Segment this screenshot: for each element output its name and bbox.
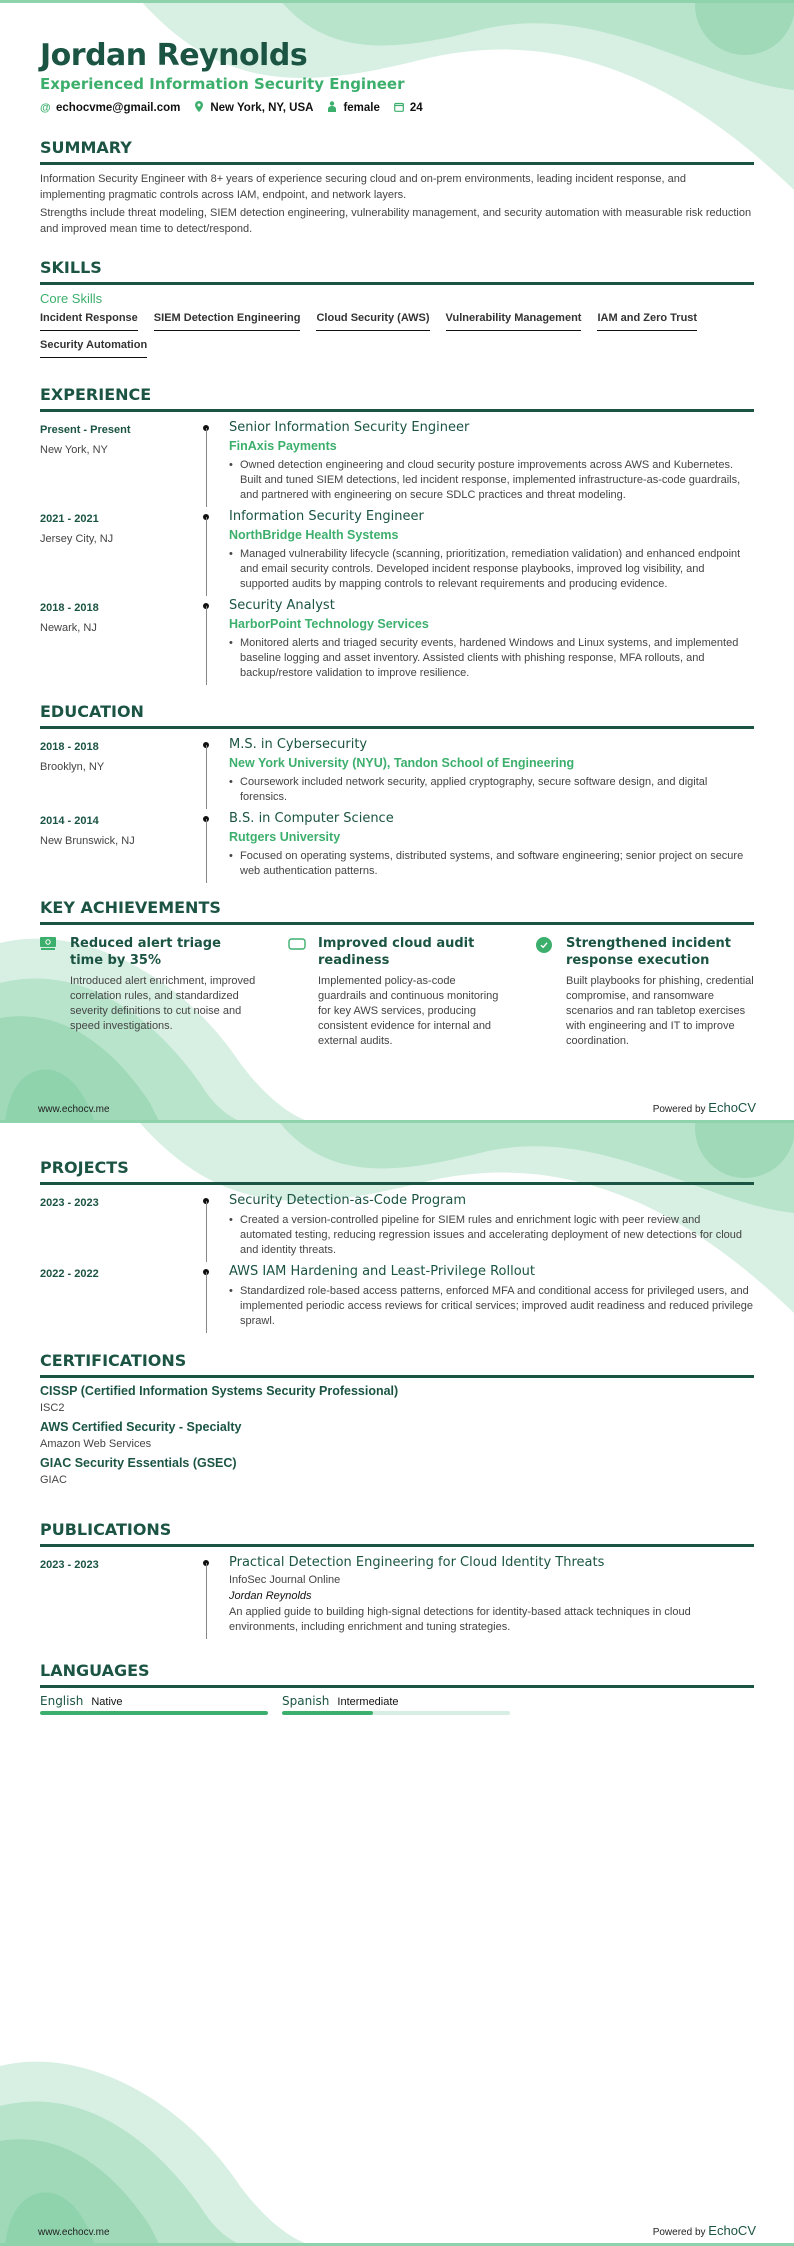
entry-role: Information Security Engineer <box>229 509 424 524</box>
project-name: AWS IAM Hardening and Least-Privilege Rollout <box>229 1264 535 1279</box>
entry-bullet: • Created a version-controlled pipeline for SIEM rules and enrichment logic with peer review and automated testing, reducing regression issues and accelerating deployment of new detections for cloud and identity threats. <box>229 1213 754 1258</box>
experience-entry <box>40 598 754 687</box>
experience-entry <box>40 509 754 598</box>
publications-section <box>40 1520 754 1641</box>
entry-bullet: • Monitored alerts and triaged security events, hardened Windows and Linux systems, and implemented baseline logging and asset inventory. Assisted clients with phishing response, MFA rollouts, and backup/restore validation to improve resilience. <box>229 636 754 681</box>
contact-location: New York, NY, USA <box>194 101 313 115</box>
publication-entry <box>40 1555 754 1641</box>
calendar-icon <box>394 102 404 115</box>
timeline-marker <box>205 737 225 811</box>
entry-location: New York, NY <box>40 444 108 456</box>
location-pin-icon <box>194 101 204 115</box>
achievement-title: Strengthened incident response execution <box>566 936 732 968</box>
timeline-marker <box>205 1193 225 1264</box>
brand-logo: EchoCV <box>708 2223 756 2238</box>
certification-issuer: ISC2 <box>40 1402 65 1414</box>
entry-date: 2022 - 2022 <box>40 1268 99 1280</box>
achievement-title: Improved cloud audit readiness <box>318 936 475 968</box>
page-bottom-border <box>0 1120 794 1123</box>
entry-date: 2018 - 2018 <box>40 602 99 614</box>
entry-company: FinAxis Payments <box>229 439 337 453</box>
education-entry <box>40 811 754 885</box>
timeline-marker <box>205 509 225 598</box>
publication-title: Practical Detection Engineering for Cloud Identity Threats <box>229 1555 605 1570</box>
project-entry <box>40 1264 754 1335</box>
money-icon <box>40 937 58 1049</box>
skills-section <box>40 258 754 358</box>
timeline-marker <box>205 1264 225 1335</box>
certifications-section <box>40 1351 754 1486</box>
skills-group-label: Core Skills <box>40 291 103 306</box>
at-icon: @ <box>40 102 51 114</box>
candidate-name: Jordan Reynolds <box>40 38 308 73</box>
summary-paragraph: Strengths include threat modeling, SIEM detection engineering, vulnerability management, and security automation with measurable risk reduction and improved mean time to detect/respond. <box>40 207 752 235</box>
entry-location: Brooklyn, NY <box>40 761 105 773</box>
entry-role: Senior Information Security Engineer <box>229 420 470 435</box>
publication-author: Jordan Reynolds <box>229 1590 312 1602</box>
language-level: Native <box>91 1696 123 1708</box>
section-title-education: EDUCATION <box>40 702 754 729</box>
contact-gender: female <box>327 101 379 115</box>
entry-date: Present - Present <box>40 424 131 436</box>
resume-page-2 <box>0 1123 794 2246</box>
badge-outline-icon <box>288 937 306 1049</box>
page-footer <box>38 2223 756 2238</box>
skills-list <box>40 312 754 358</box>
skill-tag: Incident Response <box>40 312 138 331</box>
header <box>40 38 754 115</box>
entry-bullet: • Standardized role-based access patterns, enforced MFA and conditional access for privileged users, and implemented periodic access reviews for critical services; improved audit readiness and reduced privilege sprawl. <box>229 1284 754 1329</box>
footer-powered-by: Powered by EchoCV <box>652 2223 756 2238</box>
section-title-achievements: KEY ACHIEVEMENTS <box>40 898 754 925</box>
candidate-title: Experienced Information Security Engineer <box>40 75 405 93</box>
timeline-marker <box>205 420 225 509</box>
entry-date: 2014 - 2014 <box>40 815 99 827</box>
certification-entry <box>40 1456 754 1486</box>
education-entry <box>40 737 754 811</box>
section-title-summary: SUMMARY <box>40 138 754 165</box>
achievement-title: Reduced alert triage time by 35% <box>70 936 221 968</box>
language-item <box>282 1694 510 1715</box>
section-title-experience: EXPERIENCE <box>40 385 754 412</box>
contact-email[interactable]: @ echocvme@gmail.com <box>40 102 181 114</box>
entry-date: 2023 - 2023 <box>40 1197 99 1209</box>
footer-wave-decoration <box>0 2046 420 2246</box>
entry-company: NorthBridge Health Systems <box>229 528 399 542</box>
entry-bullet: • Managed vulnerability lifecycle (scanning, prioritization, remediation validation) and enhanced endpoint and email security controls. Developed incident response playbooks, improved log visibility, and supported audits by mapping controls to relevant requirements and producing evidence. <box>229 547 754 592</box>
skill-tag: Vulnerability Management <box>446 312 582 331</box>
footer-powered-by: Powered by EchoCV <box>652 1100 756 1115</box>
language-proficiency-bar <box>282 1711 510 1715</box>
project-entry <box>40 1193 754 1264</box>
projects-section <box>40 1158 754 1335</box>
publication-description: An applied guide to building high-signal detections for identity-based attack techniques in cloud environments, including enrichment and tuning strategies. <box>229 1606 691 1633</box>
timeline-marker <box>205 811 225 885</box>
entry-role: Security Analyst <box>229 598 335 613</box>
footer-website-link[interactable]: www.echocv.me <box>38 1104 110 1115</box>
entry-bullet: • Focused on operating systems, distributed systems, and software engineering; senior project on secure web authentication patterns. <box>229 849 754 879</box>
entry-degree: B.S. in Computer Science <box>229 811 394 826</box>
certification-name: CISSP (Certified Information Systems Security Professional) <box>40 1384 399 1398</box>
summary-paragraph: Information Security Engineer with 8+ years of experience securing cloud and on-prem environments, leading incident response, and implementing pragmatic controls across IAM, endpoint, and network layers. <box>40 173 687 201</box>
achievement-card <box>40 935 258 1049</box>
entry-location: New Brunswick, NJ <box>40 835 135 847</box>
entry-bullet: • Coursework included network security, applied cryptography, secure software design, and digital forensics. <box>229 775 754 805</box>
achievement-description: Introduced alert enrichment, improved correlation rules, and standardized severity definitions to cut noise and speed investigations. <box>70 975 256 1032</box>
experience-entry <box>40 420 754 509</box>
skill-tag: Security Automation <box>40 339 147 358</box>
certification-entry <box>40 1420 754 1450</box>
entry-company: HarborPoint Technology Services <box>229 617 429 631</box>
languages-section <box>40 1661 754 1715</box>
certification-name: AWS Certified Security - Specialty <box>40 1420 242 1434</box>
publication-venue: InfoSec Journal Online <box>229 1574 341 1586</box>
project-name: Security Detection-as-Code Program <box>229 1193 467 1208</box>
certification-name: GIAC Security Essentials (GSEC) <box>40 1456 237 1470</box>
summary-section <box>40 138 754 237</box>
language-level: Intermediate <box>337 1696 399 1708</box>
achievements-section <box>40 898 754 1049</box>
entry-location: Jersey City, NJ <box>40 533 114 545</box>
certification-entry <box>40 1384 754 1414</box>
certification-issuer: Amazon Web Services <box>40 1438 152 1450</box>
entry-degree: M.S. in Cybersecurity <box>229 737 368 752</box>
skill-tag: SIEM Detection Engineering <box>154 312 301 331</box>
section-title-languages: LANGUAGES <box>40 1661 754 1688</box>
achievement-description: Implemented policy-as-code guardrails and continuous monitoring for key AWS services, producing consistent evidence for internal and external audits. <box>318 975 499 1047</box>
skill-tag: Cloud Security (AWS) <box>316 312 429 331</box>
language-name: English <box>40 1694 84 1708</box>
entry-bullet: • Owned detection engineering and cloud security posture improvements across AWS and Kubernetes. Built and tuned SIEM detections, led incident response, implemented infrastructure-as-code guardrails, and partnered with engineering on secure SDLC practices and threat modeling. <box>229 458 754 503</box>
language-proficiency-bar <box>40 1711 268 1715</box>
timeline-marker <box>205 598 225 687</box>
entry-location: Newark, NJ <box>40 622 97 634</box>
section-title-projects: PROJECTS <box>40 1158 754 1185</box>
language-item <box>40 1694 268 1715</box>
section-title-certifications: CERTIFICATIONS <box>40 1351 754 1378</box>
skill-tag: IAM and Zero Trust <box>597 312 697 331</box>
entry-date: 2021 - 2021 <box>40 513 99 525</box>
achievement-card <box>288 935 506 1049</box>
contact-age: 24 <box>394 102 423 115</box>
experience-section <box>40 385 754 687</box>
achievement-card <box>536 935 754 1049</box>
footer-website-link[interactable]: www.echocv.me <box>38 2227 110 2238</box>
section-title-skills: SKILLS <box>40 258 754 285</box>
person-icon <box>327 101 337 115</box>
check-circle-icon <box>536 937 554 1049</box>
timeline-marker <box>205 1555 225 1641</box>
language-name: Spanish <box>282 1694 330 1708</box>
section-title-publications: PUBLICATIONS <box>40 1520 754 1547</box>
entry-date: 2018 - 2018 <box>40 741 99 753</box>
certification-issuer: GIAC <box>40 1474 67 1486</box>
entry-date: 2023 - 2023 <box>40 1559 99 1571</box>
entry-school: New York University (NYU), Tandon School of Engineering <box>229 756 575 770</box>
contact-info <box>40 101 754 115</box>
brand-logo: EchoCV <box>708 1100 756 1115</box>
page-footer <box>38 1100 756 1115</box>
page-top-border <box>0 0 794 3</box>
achievement-description: Built playbooks for phishing, credential compromise, and ransomware scenarios and ran tabletop exercises with engineering and IT to improve coordination. <box>566 975 754 1047</box>
entry-school: Rutgers University <box>229 830 341 844</box>
education-section <box>40 702 754 885</box>
